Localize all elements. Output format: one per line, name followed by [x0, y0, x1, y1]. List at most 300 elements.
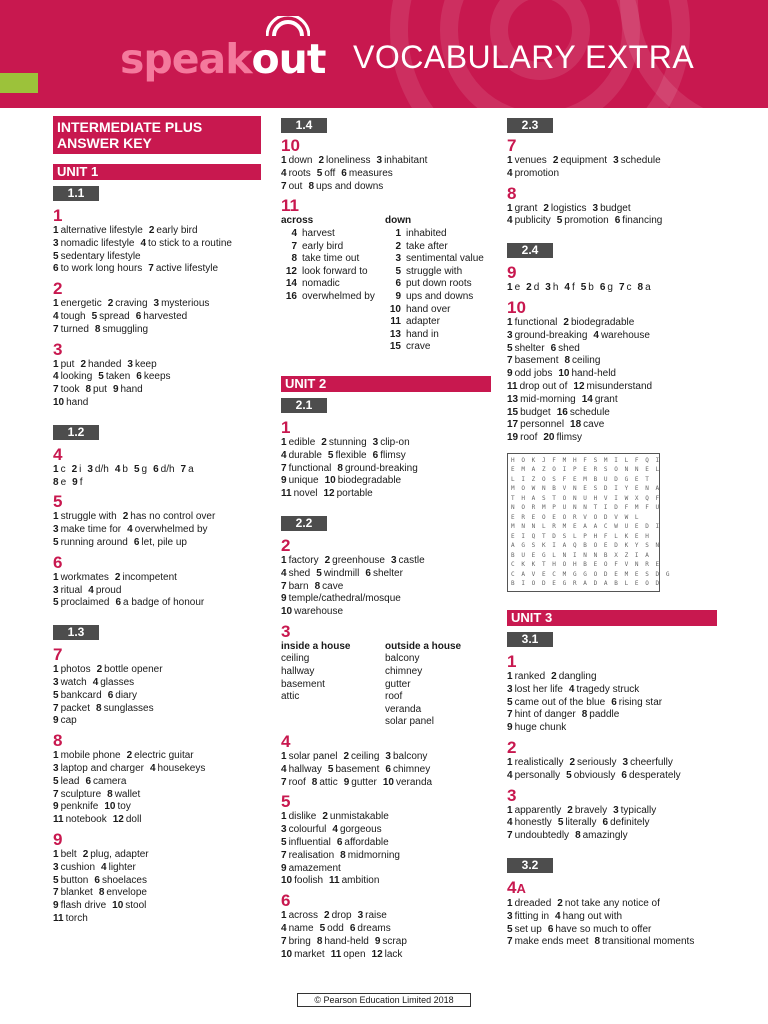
answer-text: d/h	[160, 463, 175, 475]
answer-number: 3	[622, 756, 629, 768]
answer-text: put	[60, 358, 75, 370]
answer-number: 7	[53, 702, 59, 714]
answer-line	[53, 715, 261, 728]
answer-text: warehouse	[600, 329, 650, 341]
list-item	[385, 278, 489, 291]
answer-line	[53, 464, 261, 477]
column-1	[53, 116, 261, 926]
answer-number: 2	[321, 436, 327, 448]
exercise-number: 2	[53, 279, 63, 299]
answer-text: budget	[600, 202, 631, 214]
answer-item	[611, 697, 662, 708]
answer-item	[53, 251, 141, 262]
list-number: 16	[285, 290, 297, 302]
column-3	[507, 116, 717, 949]
answer-text: laptop and charger	[60, 762, 144, 774]
answer-item	[53, 225, 143, 236]
answer-item	[507, 381, 567, 392]
answer-item	[507, 936, 589, 947]
answer-number: 8	[314, 580, 321, 592]
answer-number: 18	[570, 419, 582, 431]
answer-item	[593, 203, 631, 214]
answer-item	[507, 924, 542, 935]
answer-item	[80, 359, 121, 370]
answer-line	[53, 703, 261, 716]
answer-item	[308, 181, 383, 192]
answer-text: turned	[60, 323, 89, 335]
answer-number: 12	[323, 488, 335, 500]
list-number: 4	[291, 227, 297, 239]
answer-line	[281, 923, 491, 936]
answer-item	[53, 715, 77, 726]
list-item: gutter	[385, 678, 411, 690]
answer-item	[581, 282, 594, 293]
answer-number: 1	[281, 910, 287, 922]
answer-item	[85, 384, 106, 395]
answer-text: gorgeous	[339, 824, 382, 836]
answer-text: roof	[520, 432, 538, 444]
answer-line	[53, 537, 261, 550]
answer-line	[53, 690, 261, 703]
answer-item	[507, 155, 547, 166]
answer-text: ranked	[514, 670, 546, 682]
answer-item	[557, 898, 660, 909]
answer-item	[377, 155, 428, 166]
answer-text: took	[60, 384, 80, 396]
answer-number: 2	[552, 155, 559, 166]
answer-item	[281, 811, 316, 822]
answer-item	[281, 863, 341, 874]
answer-line	[507, 317, 717, 330]
answer-line	[281, 837, 491, 850]
answer-text: lack	[384, 948, 403, 960]
answer-number: 5	[53, 689, 59, 701]
answer-item	[134, 537, 187, 548]
down-column	[385, 215, 489, 354]
answers	[53, 849, 261, 926]
answer-number: 7	[507, 355, 513, 367]
answer-number: 2	[82, 848, 89, 860]
answer-text: bankcard	[60, 689, 102, 701]
answers	[507, 203, 717, 229]
answer-item	[83, 849, 149, 860]
answer-item	[94, 875, 147, 886]
answer-item	[569, 757, 616, 768]
answer-text: handed	[88, 358, 122, 370]
answer-line	[507, 924, 717, 937]
answer-line	[53, 397, 261, 410]
exercise-number: 7	[507, 136, 517, 155]
answer-item	[281, 824, 326, 835]
answer-text: veranda	[395, 776, 433, 788]
answer-item	[127, 750, 194, 761]
answer-item	[385, 764, 430, 775]
answer-number: 16	[556, 406, 568, 418]
answer-text: has no control over	[130, 511, 216, 523]
answer-item	[558, 817, 597, 828]
answer-number: 1	[53, 358, 59, 370]
answers	[281, 555, 491, 619]
answer-key-title	[53, 116, 261, 154]
answer-number: 6	[349, 923, 356, 935]
answer-item	[53, 572, 109, 583]
accent-strip	[0, 73, 38, 93]
answer-number: 3	[545, 282, 551, 294]
answer-number: 3	[53, 237, 59, 249]
answer-number: 3	[507, 329, 513, 341]
answer-item	[53, 814, 107, 825]
answer-line	[53, 875, 261, 888]
answer-number: 9	[53, 900, 59, 912]
list-number: 6	[395, 278, 401, 290]
list-item	[385, 304, 489, 317]
answer-number: 3	[127, 358, 133, 370]
answer-item	[113, 814, 142, 825]
answer-item	[53, 371, 92, 382]
answer-text: rising star	[618, 696, 663, 708]
answer-line	[507, 684, 717, 697]
answer-item	[507, 330, 587, 341]
answer-item	[53, 511, 117, 522]
answer-text: shoelaces	[101, 874, 147, 886]
list-text: ups and downs	[406, 290, 474, 302]
list-item: solar panel	[385, 716, 434, 728]
answer-number: 6	[341, 167, 347, 179]
list-item: hallway	[281, 666, 315, 678]
answer-item	[53, 875, 88, 886]
answer-number: 10	[281, 875, 293, 887]
list-item	[385, 316, 489, 329]
answer-text: notebook	[65, 814, 107, 826]
answer-text: foolish	[294, 875, 324, 887]
answer-item	[564, 355, 600, 366]
answer-text: proclaimed	[60, 597, 110, 609]
answer-line	[281, 581, 491, 594]
answer-number: 6	[372, 449, 379, 461]
answer-item	[341, 168, 392, 179]
answer-item	[154, 298, 210, 309]
answer-number: 8	[311, 776, 318, 788]
answer-text: harvested	[143, 310, 188, 322]
answer-line	[507, 407, 717, 420]
answer-line	[53, 371, 261, 384]
answer-line	[281, 555, 491, 568]
answer-item	[375, 936, 407, 947]
list-item	[385, 291, 489, 304]
answer-number: 7	[507, 936, 513, 948]
list-number: 10	[389, 303, 401, 315]
answer-number: 1	[281, 436, 287, 448]
answer-number: 15	[507, 406, 519, 418]
answer-text: a badge of honour	[123, 597, 205, 609]
answer-text: promotion	[564, 215, 609, 227]
answer-text: ceiling	[351, 751, 380, 763]
answer-line	[53, 585, 261, 598]
answer-item	[108, 298, 148, 309]
exercise-number: 7	[53, 645, 63, 665]
answer-item	[101, 862, 136, 873]
answer-text: biodegradable	[337, 475, 402, 487]
answer-line	[53, 359, 261, 372]
answer-item	[507, 722, 566, 733]
answer-number: 9	[374, 935, 381, 947]
inside-heading: inside a house	[281, 640, 351, 652]
answer-number: 17	[507, 419, 519, 431]
answer-number: 1	[53, 750, 59, 762]
answers	[507, 282, 717, 295]
answer-number: 20	[543, 432, 555, 444]
answer-line	[281, 811, 491, 824]
answer-number: 1	[53, 664, 59, 676]
answer-text: durable	[288, 449, 322, 461]
answer-text: blanket	[60, 887, 93, 899]
answer-number: 1	[281, 554, 287, 566]
exercise-number: 11	[281, 196, 299, 216]
answer-item	[507, 419, 564, 430]
answer-line	[281, 875, 491, 888]
answer-text: greenhouse	[332, 554, 385, 566]
down-heading: down	[385, 215, 412, 227]
exercise-number: 1	[507, 651, 517, 671]
answer-line	[53, 801, 261, 814]
section-1-3: 1.3	[53, 625, 99, 640]
list-number: 9	[395, 290, 401, 302]
answer-item	[53, 324, 89, 335]
answer-line	[507, 168, 717, 181]
answer-line	[281, 936, 491, 949]
answer-number: 9	[72, 476, 78, 488]
answer-item	[507, 830, 569, 841]
answer-line	[53, 251, 261, 264]
answer-item	[564, 282, 574, 293]
section-2-4: 2.4	[507, 243, 553, 258]
exercise-number: 2	[507, 737, 517, 757]
answer-item	[53, 703, 90, 714]
answer-item	[507, 394, 576, 405]
answer-number: 5	[507, 696, 513, 708]
answer-text: dreams	[357, 923, 391, 935]
answer-item	[72, 477, 82, 488]
answer-number: 1	[281, 811, 287, 823]
answer-number: 4	[555, 910, 561, 922]
answer-number: 9	[53, 715, 59, 727]
answer-number: 4	[593, 329, 599, 341]
answer-number: 7	[53, 384, 59, 396]
answer-text: grant	[594, 393, 618, 405]
answer-text: workmates	[60, 571, 109, 583]
answer-number: 10	[281, 606, 293, 618]
answer-number: 11	[329, 875, 340, 887]
answer-text: down	[288, 155, 313, 166]
answer-number: 1	[507, 670, 513, 682]
answer-number: 6	[133, 536, 140, 548]
answer-item	[570, 419, 604, 430]
answer-number: 1	[281, 751, 287, 763]
answer-text: penknife	[60, 801, 99, 813]
answer-item	[507, 203, 537, 214]
answer-text: plug, adapter	[90, 848, 149, 860]
answer-number: 6	[107, 689, 114, 701]
answer-number: 3	[53, 861, 59, 873]
answer-item	[115, 464, 128, 475]
answer-text: e	[514, 282, 521, 294]
answer-text: functional	[288, 462, 332, 474]
answer-text: colourful	[288, 824, 327, 836]
answer-text: to work long hours	[60, 263, 143, 275]
answer-item	[53, 690, 102, 701]
answer-text: hallway	[288, 763, 322, 775]
answer-item	[72, 464, 82, 475]
answer-line	[281, 910, 491, 923]
answer-text: typically	[620, 804, 657, 816]
answer-item	[507, 697, 605, 708]
answer-item	[373, 437, 410, 448]
answer-item	[595, 936, 695, 947]
answer-item	[53, 238, 134, 249]
answer-number: 2	[567, 804, 573, 816]
answer-line	[507, 671, 717, 684]
answer-line	[53, 789, 261, 802]
answer-item	[53, 763, 144, 774]
answer-item	[383, 777, 432, 788]
answer-number: 6	[153, 463, 159, 475]
answer-item	[372, 949, 403, 960]
answer-item	[321, 437, 366, 448]
answer-line	[53, 862, 261, 875]
list-item: roof	[385, 691, 403, 703]
answer-number: 3	[507, 910, 513, 922]
signal-arcs-icon	[266, 16, 310, 38]
answer-number: 7	[507, 830, 513, 842]
answer-text: drop out of	[519, 380, 568, 392]
answer-number: 9	[507, 368, 513, 380]
answer-line	[281, 751, 491, 764]
answer-number: 1	[281, 155, 287, 166]
answer-number: 7	[281, 776, 287, 788]
answer-text: misunderstand	[586, 380, 653, 392]
answer-text: cushion	[60, 861, 96, 873]
answer-item	[53, 913, 88, 924]
answer-number: 1	[53, 463, 59, 475]
answer-item	[391, 555, 425, 566]
exercise-number: 2	[281, 535, 291, 555]
answer-text: lost her life	[514, 683, 563, 695]
answer-item	[93, 677, 134, 688]
list-item	[281, 266, 385, 279]
answers	[507, 671, 717, 735]
answer-number: 14	[581, 393, 593, 405]
grid-row: E R E O E O R V O D V W L	[511, 513, 641, 521]
answer-text: to stick to a routine	[148, 237, 232, 249]
answer-item	[507, 368, 552, 379]
answer-item	[53, 464, 66, 475]
answer-text: drop	[331, 910, 352, 922]
answer-number: 7	[507, 709, 513, 721]
answer-item	[615, 215, 663, 226]
answer-item	[281, 463, 331, 474]
answer-item	[281, 764, 322, 775]
answer-text: fitting in	[514, 910, 550, 922]
answer-text: e	[60, 476, 67, 488]
answer-number: 4	[92, 676, 99, 688]
answer-item	[329, 875, 379, 886]
answer-item	[320, 923, 344, 934]
exercise-number: 9	[507, 263, 517, 283]
answer-line	[281, 437, 491, 450]
answer-item	[553, 155, 607, 166]
answer-line	[53, 477, 261, 490]
answer-item	[337, 463, 417, 474]
answer-text: b	[122, 463, 128, 475]
list-text: take after	[406, 240, 448, 252]
answer-item	[53, 263, 142, 274]
house-parts-table	[281, 641, 491, 729]
answer-number: 9	[281, 475, 287, 487]
list-text: adapter	[406, 316, 440, 328]
answer-line	[507, 911, 717, 924]
answer-text: hand	[66, 396, 89, 408]
answer-item	[575, 830, 628, 841]
answer-item	[600, 282, 613, 293]
section-3-1: 3.1	[507, 632, 553, 647]
grid-row: C A V E C M G G O D E M E S D G	[511, 570, 672, 578]
answer-item	[112, 900, 146, 911]
list-item	[281, 278, 385, 291]
answer-number: 1	[53, 225, 59, 236]
answer-item	[548, 924, 652, 935]
answer-line	[53, 597, 261, 610]
list-item	[385, 329, 489, 342]
answer-text: keep	[134, 358, 157, 370]
answer-number: 4	[140, 237, 147, 249]
answer-text: hand-held	[324, 935, 369, 947]
list-text: inhabited	[406, 227, 447, 239]
answer-text: cheerfully	[630, 756, 673, 768]
answer-line	[281, 463, 491, 476]
answer-number: 8	[637, 282, 644, 294]
answer-number: 7	[281, 935, 287, 947]
answer-text: inhabitant	[384, 155, 428, 166]
answer-text: solar panel	[288, 751, 338, 763]
list-text: put down roots	[406, 278, 472, 290]
answer-number: 7	[281, 462, 287, 474]
answer-item	[507, 709, 576, 720]
answer-line	[281, 181, 491, 194]
answer-line	[507, 770, 717, 783]
answer-number: 10	[281, 948, 293, 960]
answer-text: have so much to offer	[555, 923, 652, 935]
answer-text: diary	[115, 689, 137, 701]
answer-number: 6	[611, 696, 617, 708]
answer-text: shed	[288, 567, 311, 579]
list-number: 11	[390, 316, 401, 328]
answer-number: 2	[563, 316, 569, 328]
list-text: hand in	[406, 328, 439, 340]
answer-item	[551, 343, 580, 354]
answer-text: across	[288, 910, 319, 922]
inside-list	[281, 653, 385, 703]
answer-line	[53, 298, 261, 311]
answer-number: 9	[343, 776, 350, 788]
answer-item	[113, 384, 143, 395]
answer-number: 4	[149, 762, 156, 774]
answer-number: 4	[507, 167, 513, 179]
answer-text: paddle	[589, 709, 620, 721]
exercise-number: 4	[53, 444, 63, 464]
answer-line	[507, 355, 717, 368]
answer-line	[507, 282, 717, 295]
answer-number: 8	[316, 935, 323, 947]
